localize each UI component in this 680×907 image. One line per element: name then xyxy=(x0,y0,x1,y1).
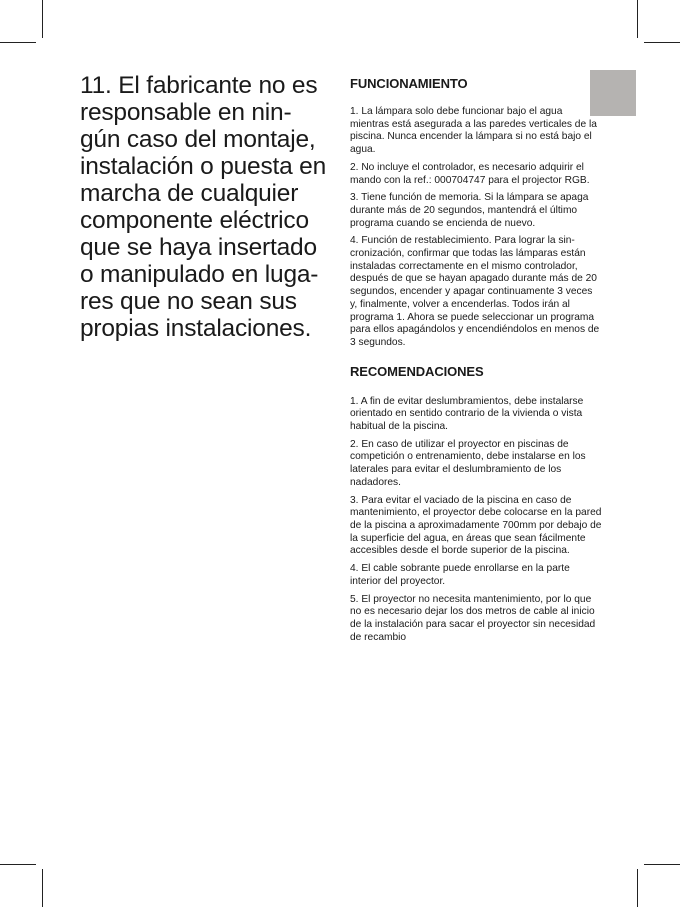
funcionamiento-heading: FUNCIONAMIENTO xyxy=(350,76,468,91)
funcionamiento-item: 3. Tiene función de memoria. Si la lámpara se apaga durante más de 20 segundos, mantendrá el último programa cuando se encienda de nuevo. xyxy=(350,192,589,229)
recomendaciones-item: 5. El proyector no necesita mantenimiento, por lo que no es necesario dejar los dos metros de cable al inicio de la instalación para sacar el proyector sin necesidad de recambio xyxy=(350,593,596,643)
manufacturer-disclaimer: 11. El fabricante no es responsable en nin- gún caso del montaje, instalación o puesta en marcha de cualquier componente eléctrico que se haya insertado o manipulado en luga- res que no sean sus propias instalaciones. xyxy=(80,72,327,342)
funcionamiento-item: 2. No incluye el controlador, es necesario adquirir el mando con la ref.: 000704747 para el projector RGB. xyxy=(350,161,590,186)
crop-mark-top-right-vertical xyxy=(637,0,638,38)
crop-mark-top-left-vertical xyxy=(42,0,43,38)
crop-mark-top-left-horizontal xyxy=(0,42,36,43)
recomendaciones-item: 1. A fin de evitar deslumbramientos, debe instalarse orientado en sentido contrario de la vivienda o vista habitual de la piscina. xyxy=(350,395,584,433)
crop-mark-bottom-right-vertical xyxy=(637,869,638,907)
left-column xyxy=(80,72,335,342)
crop-mark-bottom-right-horizontal xyxy=(644,864,680,865)
crop-mark-top-right-horizontal xyxy=(644,42,680,43)
funcionamiento-item: 4. Función de restablecimiento. Para lograr la sin- cronización, confirmar que todas las lámparas están instaladas correctamente en el mismo controlador, después de que se hayan apagado durante más de 20 segundos, encender y apagar continuamente 3 veces y, finalmente, volver a encenderlas. Todos irán al programa 1. Ahora se puede seleccionar un programa para ellos apagándolos y encendiéndolos en menos de 3 segundos. xyxy=(350,235,600,348)
recomendaciones-item: 4. El cable sobrante puede enrollarse en la parte interior del proyector. xyxy=(350,563,570,587)
right-column xyxy=(350,76,602,649)
recomendaciones-item: 3. Para evitar el vaciado de la piscina en caso de mantenimiento, el proyector debe colocarse en la pared de la piscina a aproximadamente 700mm por debajo de la superficie del agua, en áreas que sean fácilmente accesibles desde el borde superior de la piscina. xyxy=(350,494,602,557)
crop-mark-bottom-left-vertical xyxy=(42,869,43,907)
recomendaciones-heading: RECOMENDACIONES xyxy=(350,363,484,379)
crop-mark-bottom-left-horizontal xyxy=(0,864,36,865)
funcionamiento-item: 1. La lámpara solo debe funcionar bajo el agua mientras está asegurada a las paredes verticales de la piscina. Nunca encender la lámpara si no está bajo el agua. xyxy=(350,106,597,156)
recomendaciones-item: 2. En caso de utilizar el proyector en piscinas de competición o entrenamiento, debe instalarse en los laterales para evitar el deslumbramiento de los nadadores. xyxy=(350,438,586,488)
